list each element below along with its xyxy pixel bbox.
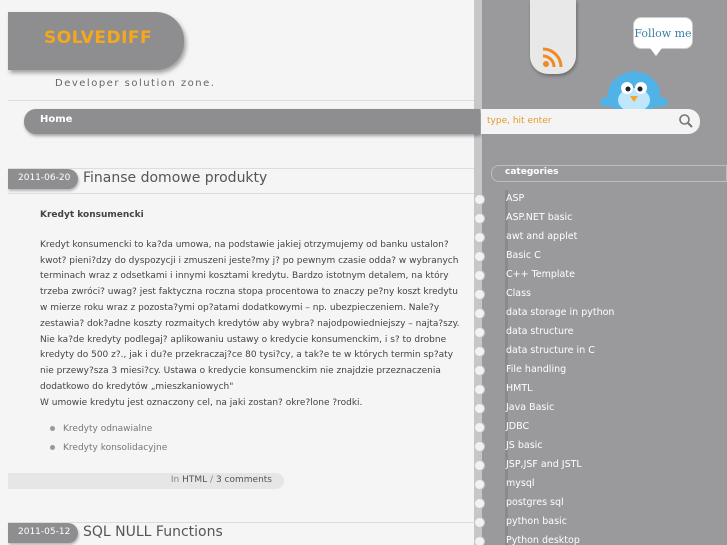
post-date: 2011-06-20 [8, 169, 78, 189]
category-item[interactable] [474, 532, 727, 545]
category-item[interactable] [474, 380, 727, 399]
post-title[interactable]: Finanse domowe produkty [83, 170, 268, 186]
category-item[interactable] [474, 513, 727, 532]
search-icon[interactable] [678, 113, 694, 129]
category-link[interactable]: awt and applet [506, 231, 578, 242]
category-link[interactable]: data structure [506, 326, 574, 337]
bullet-icon [474, 384, 485, 395]
post-divider [8, 193, 474, 194]
category-item[interactable] [474, 475, 727, 494]
rss-icon[interactable] [540, 44, 566, 70]
category-item[interactable] [474, 342, 727, 361]
bullet-icon [474, 213, 485, 224]
category-link[interactable]: mysql [506, 478, 535, 489]
category-link[interactable]: C++ Template [506, 269, 575, 280]
category-link[interactable]: Python desktop [506, 535, 580, 545]
categories-list [474, 190, 727, 545]
category-link[interactable]: postgres sql [506, 497, 564, 508]
bullet-icon [474, 479, 485, 490]
site-logo[interactable]: SOLVEDIFF [44, 28, 153, 48]
post-comments-link[interactable]: 3 comments [215, 475, 272, 485]
category-link[interactable]: File handling [506, 364, 567, 375]
category-link[interactable]: data structure in C [506, 345, 595, 356]
bullet-icon [474, 232, 485, 243]
category-link[interactable]: data storage in python [506, 307, 615, 318]
post-link[interactable]: Kredyty odnawialne [63, 423, 153, 434]
category-item[interactable] [474, 304, 727, 323]
category-item[interactable] [474, 361, 727, 380]
category-link[interactable]: Java Basic [506, 402, 555, 413]
post-paragraph: Kredyt konsumencki to ka?da umowa, na podstawie jakiej otrzymujemy od banku ustalon? kwot? pieni?dzy do dyspozycji i zmuszeni jeste?my j? po pewnym czasie odda? w wybranych terminach wraz z odsetkami i innymi kosztami kredytu. Bardzo istotnym detalem, na który trzeba zwróci? uwag? jest faktyczna roczna stopa procentowa to znaczy pe?ny koszt kredytu w mierze roku wraz z pozosta?ymi op?atami dodatkowymi – np. ubezpieczeniem. Nale?y zestawia? dok?adne koszty rozmaitych kredytów aby wybra? najodpowiedniejszy – najta?szy. [40, 239, 460, 329]
bullet-icon [474, 460, 485, 471]
bullet-icon [474, 536, 485, 545]
category-item[interactable] [474, 323, 727, 342]
post-subtitle: Kredyt konsumencki [40, 210, 144, 220]
list-item [50, 422, 460, 438]
bullet-icon [474, 270, 485, 281]
bullet-icon [474, 403, 485, 414]
follow-me-button[interactable]: Follow me [633, 17, 693, 49]
category-item[interactable] [474, 285, 727, 304]
bullet-icon [474, 346, 485, 357]
main-nav-bar [24, 109, 480, 134]
category-link[interactable]: python basic [506, 516, 567, 527]
category-item[interactable] [474, 209, 727, 228]
bullet-icon [474, 194, 485, 205]
post-link-list [50, 422, 460, 458]
category-item[interactable] [474, 456, 727, 475]
speech-bubble-tail [650, 48, 662, 56]
category-link[interactable]: JSP,JSF and JSTL [506, 459, 582, 470]
list-item [50, 441, 460, 457]
meta-separator: / [210, 475, 214, 485]
post-body [40, 204, 460, 461]
meta-prefix: In [170, 475, 180, 485]
bullet-icon [474, 327, 485, 338]
category-item[interactable] [474, 399, 727, 418]
post-divider [8, 522, 474, 523]
bullet-icon [474, 308, 485, 319]
post-title[interactable]: SQL NULL Functions [83, 524, 223, 540]
nav-home-link[interactable]: Home [40, 114, 73, 125]
site-tagline: Developer solution zone. [55, 78, 216, 89]
category-item[interactable] [474, 494, 727, 513]
bullet-icon [474, 422, 485, 433]
post-category-link[interactable]: HTML [182, 475, 208, 485]
category-item[interactable] [474, 190, 727, 209]
category-item[interactable] [474, 437, 727, 456]
post-date: 2011-05-12 [8, 523, 78, 543]
bullet-icon [474, 441, 485, 452]
post-paragraph: Nie ka?de kredyty podlegaj? aplikowaniu ustawy o kredycie konsumenckim, i s? to drobne kredyty do 500 z?., jak i du?e przekraczaj?ce 80 tysi?cy, a tak?e te w których termin sp?aty nie przewy?sza 3 miesi?cy. Ustawa o kredycie konsumenckim nie znajdzie przeznaczenia dodatkowo do kredytów „mieszkaniowych" [40, 334, 454, 392]
post-divider [8, 168, 474, 169]
category-link[interactable]: ASP [506, 193, 525, 204]
search-box [481, 109, 700, 134]
category-link[interactable]: JS basic [506, 440, 543, 451]
post-meta [8, 473, 284, 489]
post-link[interactable]: Kredyty konsolidacyjne [63, 443, 168, 454]
categories-header: categories [491, 165, 727, 182]
category-item[interactable] [474, 418, 727, 437]
category-link[interactable]: Class [506, 288, 531, 299]
post-paragraph: W umowie kredytu jest oznaczony cel, na jaki zostan? okre?lone ?rodki. [40, 397, 363, 408]
bullet-icon [474, 251, 485, 262]
bullet-icon [474, 289, 485, 300]
bullet-icon [474, 517, 485, 528]
search-input[interactable] [487, 112, 667, 130]
category-item[interactable] [474, 228, 727, 247]
category-item[interactable] [474, 247, 727, 266]
bullet-icon [474, 498, 485, 509]
bullet-icon [474, 365, 485, 376]
category-link[interactable]: Basic C [506, 250, 541, 261]
category-link[interactable]: ASP.NET basic [506, 212, 573, 223]
category-link[interactable]: HMTL [506, 383, 533, 394]
category-item[interactable] [474, 266, 727, 285]
header-divider [8, 100, 474, 101]
category-link[interactable]: JDBC [506, 421, 530, 432]
rss-tab[interactable] [530, 0, 576, 74]
